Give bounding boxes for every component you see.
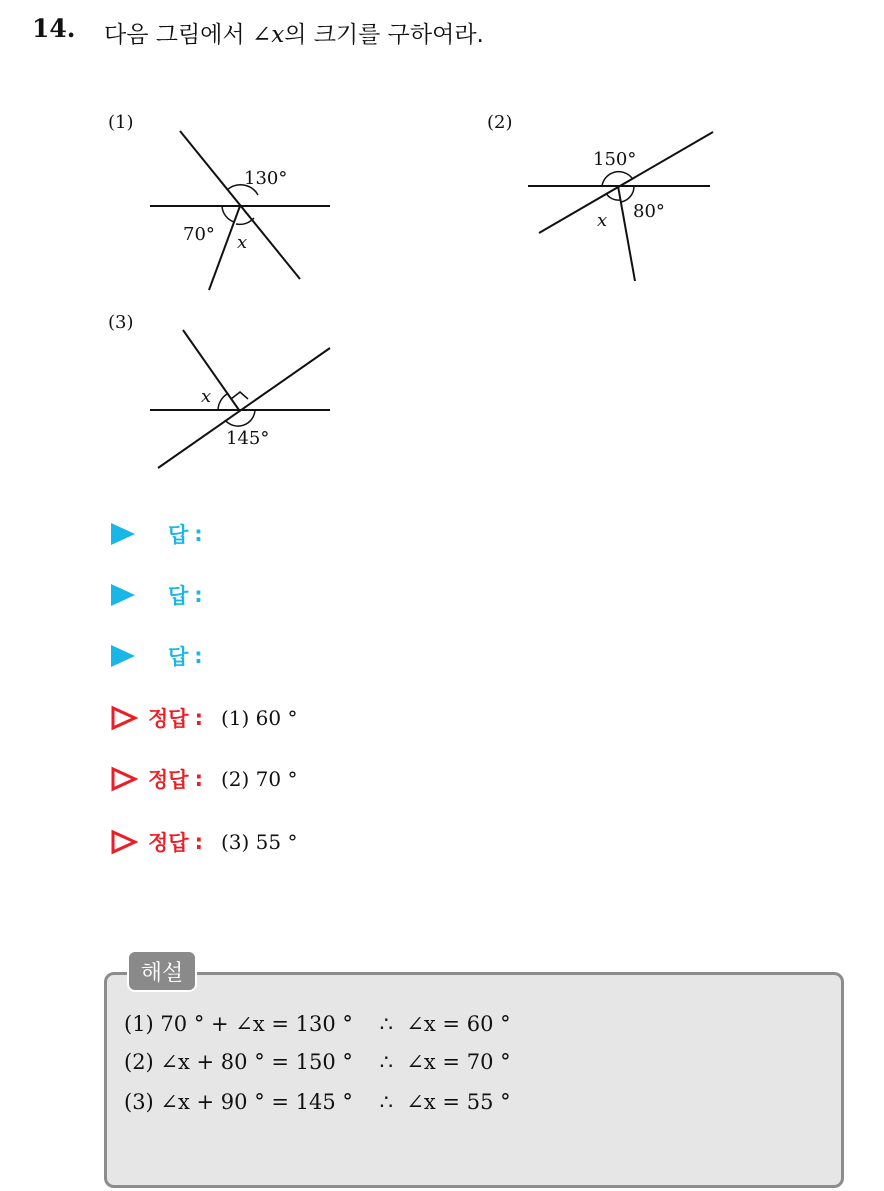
- solution-tag: 해설: [127, 950, 197, 992]
- answer-blank-1[interactable]: [110, 518, 203, 550]
- correct-answer-colon: :: [194, 830, 203, 854]
- correct-answer-label: 정답: [148, 768, 189, 792]
- answer-blank-colon: :: [194, 583, 203, 607]
- solution-line-1: (1) 70 ° + ∠x = 130 ° ∴ ∠x = 60 °: [124, 1012, 511, 1036]
- outline-triangle-icon: [110, 705, 138, 731]
- answer-blank-3[interactable]: [110, 640, 203, 672]
- filled-triangle-icon: [110, 583, 136, 607]
- fig1-angle-70: 70°: [183, 224, 215, 245]
- outline-triangle-icon: [110, 766, 138, 792]
- answer-blank-label: 답: [168, 523, 189, 547]
- answer-blank-colon: :: [194, 644, 203, 668]
- correct-answer-value: (3) 55 °: [220, 830, 298, 854]
- fig3-angle-145: 145°: [226, 428, 270, 449]
- fig1-angle-130: 130°: [244, 168, 288, 189]
- figure-1-label: (1): [108, 112, 134, 133]
- correct-answer-colon: :: [194, 767, 203, 791]
- question-number: 14.: [32, 14, 76, 43]
- fig2-angle-80: 80°: [633, 201, 665, 222]
- outline-triangle-icon: [110, 829, 138, 855]
- fig2-angle-150: 150°: [593, 149, 637, 170]
- fig3-right-angle-mark: [231, 392, 248, 399]
- correct-answer-value: (2) 70 °: [220, 767, 298, 791]
- figure-3: [0, 0, 884, 500]
- question-text-after: 의 크기를 구하여라.: [284, 22, 484, 48]
- solution-box: [104, 972, 844, 1188]
- figure-3-label: (3): [108, 312, 134, 333]
- fig1-angle-x: x: [237, 232, 248, 253]
- solution-line-3: (3) ∠x + 90 ° = 145 ° ∴ ∠x = 55 °: [124, 1090, 511, 1114]
- correct-answer-2: [110, 763, 297, 795]
- correct-answer-colon: :: [194, 706, 203, 730]
- filled-triangle-icon: [110, 522, 136, 546]
- filled-triangle-icon: [110, 644, 136, 668]
- fig2-angle-x: x: [597, 210, 608, 231]
- correct-answer-value: (1) 60 °: [220, 706, 298, 730]
- solution-line-2: (2) ∠x + 80 ° = 150 ° ∴ ∠x = 70 °: [124, 1050, 511, 1074]
- fig3-angle-x: x: [201, 386, 212, 407]
- answer-blank-label: 답: [168, 584, 189, 608]
- correct-answer-3: [110, 826, 297, 858]
- question-math: ∠x: [251, 22, 285, 48]
- answer-blank-2[interactable]: [110, 579, 203, 611]
- question-text-before: 다음 그림에서: [104, 22, 252, 48]
- correct-answer-label: 정답: [148, 707, 189, 731]
- fig3-arc-x: [218, 394, 227, 410]
- answer-blank-colon: :: [194, 522, 203, 546]
- correct-answer-label: 정답: [148, 831, 189, 855]
- fig3-diagonal-line: [158, 348, 330, 468]
- correct-answer-1: [110, 702, 297, 734]
- answer-blank-label: 답: [168, 645, 189, 669]
- figure-2-label: (2): [487, 112, 513, 133]
